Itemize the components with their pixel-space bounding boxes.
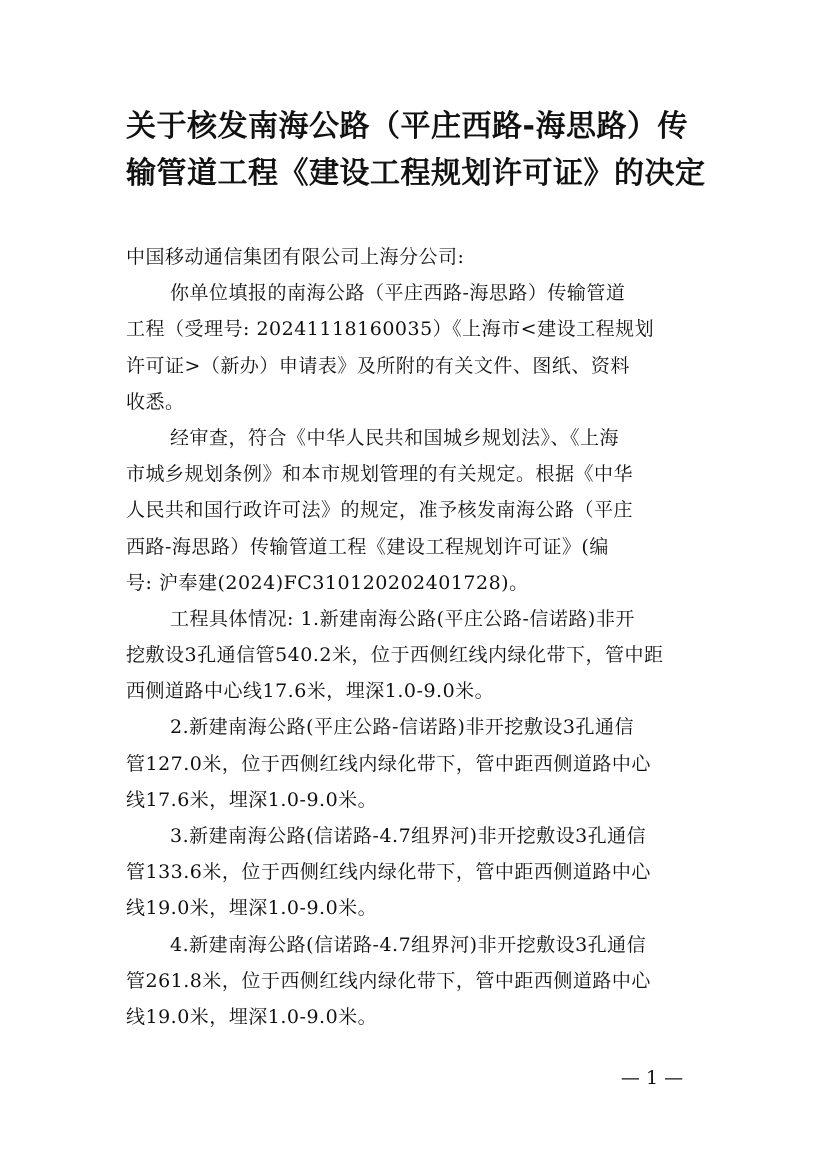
paragraph-1-line-2: 工程（受理号: 20241118160035）《上海市<建设工程规划 — [126, 318, 655, 341]
paragraph-3-line-1: 工程具体情况: 1.新建南海公路(平庄公路-信诺路)非开 — [170, 607, 635, 630]
addressee: 中国移动通信集团有限公司上海分公司: — [126, 246, 465, 268]
paragraph-2-line-2: 市城乡规划条例》和本市规划管理的有关规定。根据《中华 — [126, 463, 634, 486]
paragraph-6-line-1: 4.新建南海公路(信诺路-4.7组界河)非开挖敷设3孔通信 — [170, 933, 647, 956]
paragraph-6-line-2: 管261.8米，位于西侧红线内绿化带下，管中距西侧道路中心 — [126, 969, 651, 992]
paragraph-5-line-2: 管133.6米，位于西侧红线内绿化带下，管中距西侧道路中心 — [126, 861, 651, 884]
paragraph-1-line-3: 许可证>（新办）申请表》及所附的有关文件、图纸、资料 — [126, 354, 630, 377]
title-line-1: 关于核发南海公路（平庄西路-海思路）传 — [126, 109, 688, 144]
paragraph-3-line-2: 挖敷设3孔通信管540.2米，位于西侧红线内绿化带下，管中距 — [126, 644, 664, 667]
paragraph-2-line-5: 号: 沪奉建(2024)FC310120202401728)。 — [126, 571, 529, 594]
page-number: — 1 — — [620, 1067, 684, 1089]
paragraph-2-line-3: 人民共和国行政许可法》的规定，准予核发南海公路（平庄 — [126, 499, 634, 522]
document-body — [126, 239, 716, 1035]
paragraph-4-line-3: 线17.6米，埋深1.0-9.0米。 — [126, 788, 378, 811]
paragraph-2-line-1: 经审查，符合《中华人民共和国城乡规划法》、《上海 — [170, 426, 620, 449]
document-title — [126, 103, 716, 197]
paragraph-2-line-4: 西路-海思路）传输管道工程《建设工程规划许可证》(编 — [126, 535, 609, 558]
paragraph-5-line-1: 3.新建南海公路(信诺路-4.7组界河)非开挖敷设3孔通信 — [170, 825, 647, 847]
paragraph-4-line-2: 管127.0米，位于西侧红线内绿化带下，管中距西侧道路中心 — [126, 752, 651, 775]
paragraph-3-line-3: 西侧道路中心线17.6米，埋深1.0-9.0米。 — [126, 680, 495, 703]
paragraph-1-line-4: 收悉。 — [126, 390, 185, 413]
paragraph-5-line-3: 线19.0米，埋深1.0-9.0米。 — [126, 897, 378, 920]
title-line-2: 输管道工程《建设工程规划许可证》的决定 — [126, 156, 706, 191]
paragraph-1-line-1: 你单位填报的南海公路（平庄西路-海思路）传输管道 — [170, 282, 626, 305]
paragraph-6-line-3: 线19.0米，埋深1.0-9.0米。 — [126, 1005, 378, 1028]
paragraph-4-line-1: 2.新建南海公路(平庄公路-信诺路)非开挖敷设3孔通信 — [170, 716, 634, 739]
